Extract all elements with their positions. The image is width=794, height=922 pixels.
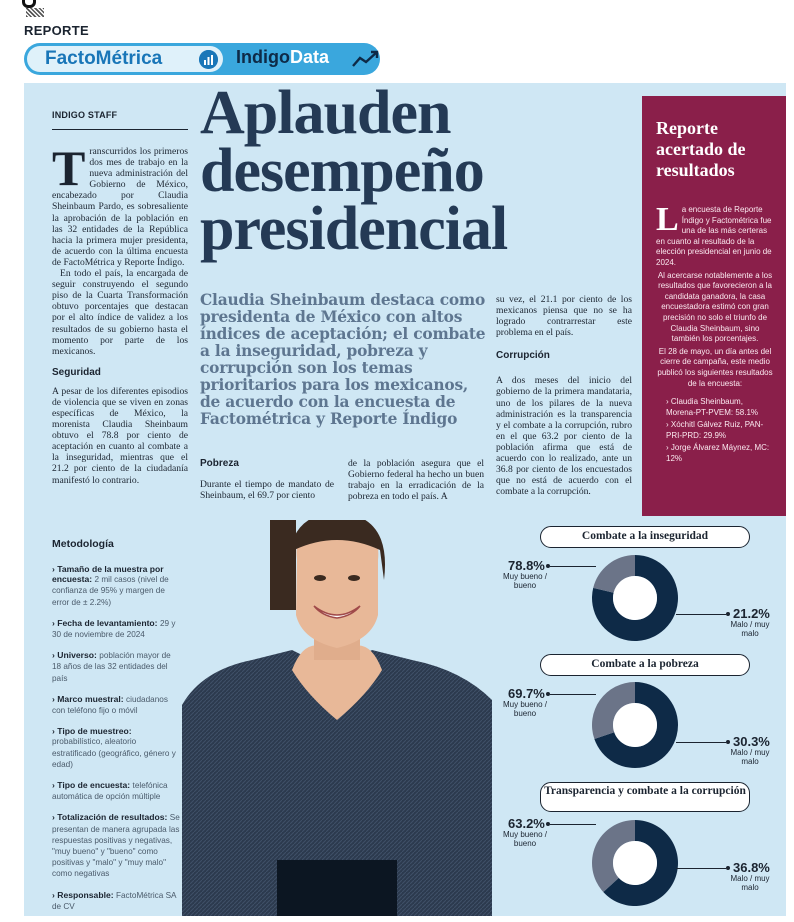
category-label-positive: Muy bueno / bueno: [502, 830, 548, 848]
value-label-positive: 63.2%: [508, 816, 545, 831]
brand-banner: [24, 43, 380, 75]
subhead-pobreza: Pobreza: [200, 458, 239, 469]
category-label-positive: Muy bueno / bueno: [502, 572, 548, 590]
donut-hole: [613, 841, 657, 885]
methodology-item: › Fecha de levantamiento: 29 y 30 de noviembre de 2024: [52, 617, 176, 640]
donut-chart: [590, 553, 680, 643]
paragraph: su vez, el 21.1 por ciento de los mexicanos piensa que no se ha logrado contrarrestar este problema en el país.: [496, 294, 632, 339]
paragraph: Al acercarse notablemente a los resultados que favorecieron a la candidata ganadora, la casa encuestadora estimó con gran precisión no solo el triunfo de Claudia Sheinbaum, sino también los porcentajes.: [657, 270, 773, 344]
list-item: › Jorge Álvarez Máynez, MC: 12%: [666, 443, 770, 464]
section-label: REPORTE: [24, 23, 89, 38]
chart-title: Combate a la inseguridad: [540, 526, 750, 548]
donut-chart: [590, 680, 680, 770]
president-photo: [182, 520, 492, 916]
leader-line: [676, 742, 726, 743]
chart-title: Transparencia y combate a la corrupción: [540, 782, 750, 812]
dek: Claudia Sheinbaum destaca como presidenta de México con altos índices de aceptación; el combate a la inseguridad, pobreza y corrupción son los temas prioritarios para los mexicanos, de acuerdo con la encuesta de Factométrica y Reporte Índigo: [200, 291, 486, 428]
leader-line: [676, 614, 726, 615]
leader-dot: [726, 866, 730, 870]
value-label-positive: 69.7%: [508, 686, 545, 701]
drop-cap: T: [52, 140, 86, 196]
methodology: [52, 538, 182, 922]
methodology-item: › Universo: población mayor de 18 años de las 32 entidades del país: [52, 650, 171, 683]
hatch-ornament: [26, 8, 44, 17]
paragraph: A pesar de los diferentes episodios de violencia que se viven en zonas específicas de México, la morenista Claudia Sheinbaum obtuvo el 78.8 por ciento de aceptación en cuanto al combate a la inseguridad, mientras que el 21.2 por ciento de la ciudadanía manifestó lo contrario.: [52, 385, 188, 486]
leader-line: [550, 824, 596, 825]
donut-hole: [613, 576, 657, 620]
byline: INDIGO STAFF: [52, 110, 118, 120]
leader-dot: [726, 612, 730, 616]
list-item: › Xóchitl Gálvez Ruiz, PAN-PRI-PRD: 29.9%: [666, 420, 764, 440]
trend-line-icon: [351, 49, 381, 69]
value-label-negative: 21.2%: [733, 606, 770, 621]
page-number-mark: [22, 0, 36, 8]
sidebar-box: [642, 96, 786, 516]
methodology-item: › Tipo de encuesta: telefónica automática de opción múltiple: [52, 780, 168, 802]
paragraph: A dos meses del inicio del gobierno de la primera mandataria, uno de los pilares de la nueva administración es la transparencia y el combate a la corrupción, rubro en el que 63.2 por ciento de la población afirma que está de acuerdo con lo realizado, ante un 36.8 por ciento de los encuestados que no está de acuerdo con el combate a la corrupción.: [496, 375, 632, 498]
byline-rule: [52, 129, 188, 130]
donut-chart: [590, 818, 680, 908]
paragraph: El 28 de mayo, un día antes del cierre de campaña, este medio publicó los siguientes resultados de la encuesta:: [657, 346, 773, 388]
column-1: [52, 140, 188, 486]
methodology-title: Metodología: [52, 538, 114, 550]
subhead-seguridad: Seguridad: [52, 366, 101, 378]
value-label-negative: 30.3%: [733, 734, 770, 749]
poll-results-list: [656, 397, 774, 465]
column-3: [496, 294, 632, 497]
methodology-item: › Totalización de resultados: Se presentan de manera agrupada las respuestas positivas y negativas, "muy bueno" y "bueno" como positivas y "malo" y "muy malo" como negativas: [52, 812, 180, 879]
paragraph: de la población asegura que el Gobierno federal ha hecho un buen trabajo en la erradicación de la pobreza en todo el país. A: [348, 458, 484, 503]
leader-line: [676, 868, 726, 869]
factometrica-pill: [27, 46, 223, 72]
methodology-item: › Marco muestral: ciudadanos con teléfono fijo o móvil: [52, 693, 168, 716]
category-label-negative: Malo / muy malo: [730, 620, 770, 638]
column-2: [200, 458, 334, 501]
category-label-negative: Malo / muy malo: [730, 748, 770, 766]
methodology-item: › Tipo de muestreo: probabilístico, aleatorio estratificado (geográfico, género y edad): [52, 726, 176, 769]
box-body: [656, 201, 774, 465]
list-item: › Claudia Sheinbaum, Morena-PT-PVEM: 58.1%: [666, 397, 759, 417]
methodology-item: › Tamaño de la muestra por encuesta: 2 mil casos (nivel de confianza de 95% y margen de error de ± 2.2%): [52, 564, 169, 607]
category-label-negative: Malo / muy malo: [730, 874, 770, 892]
paragraph: a encuesta de Reporte Índigo y Factométrica fue una de las más certeras en cuanto al resultado de la elección presidencial en junio de 2024.: [656, 205, 772, 267]
leader-line: [550, 566, 596, 567]
headline: Aplauden desempeño presidencial: [200, 79, 508, 263]
drop-cap: L: [656, 201, 679, 238]
leader-dot: [726, 740, 730, 744]
value-label-negative: 36.8%: [733, 860, 770, 875]
donut-hole: [613, 703, 657, 747]
bar-chart-icon: [199, 50, 218, 69]
subhead-corrupcion: Corrupción: [496, 350, 550, 362]
value-label-positive: 78.8%: [508, 558, 545, 573]
chart-title: Combate a la pobreza: [540, 654, 750, 676]
leader-line: [550, 694, 596, 695]
paragraph: En todo el país, la encargada de seguir construyendo el segundo piso de la Cuarta Transformación obtuvo porcentajes que destacan por el alto índice de validez a los resultados de su gobierno hasta el momento por parte de los mexicanos.: [52, 268, 188, 357]
category-label-positive: Muy bueno / bueno: [502, 700, 548, 718]
paragraph: ranscurridos los primeros dos mes de trabajo en la nueva administración del Gobierno de México, encabezado por Claudia Sheinbaum Pardo, es sobresaliente la aprobación de la población en las 32 entidades de la República hacia la primera mujer presidenta, de acuerdo con la última encuesta de FactoMétrica y Reporte Índigo.: [52, 146, 188, 268]
box-title: Reporte acertado de resultados: [656, 118, 746, 180]
factometrica-logo-text: FactoMétrica: [45, 48, 163, 69]
indigodata-logo-text: IndigoData: [236, 47, 329, 67]
column-2b: [348, 458, 484, 502]
methodology-item: › Responsable: FactoMétrica SA de CV: [52, 889, 177, 911]
paragraph: Durante el tiempo de mandato de Sheinbaum, el 69.7 por ciento: [200, 479, 334, 502]
